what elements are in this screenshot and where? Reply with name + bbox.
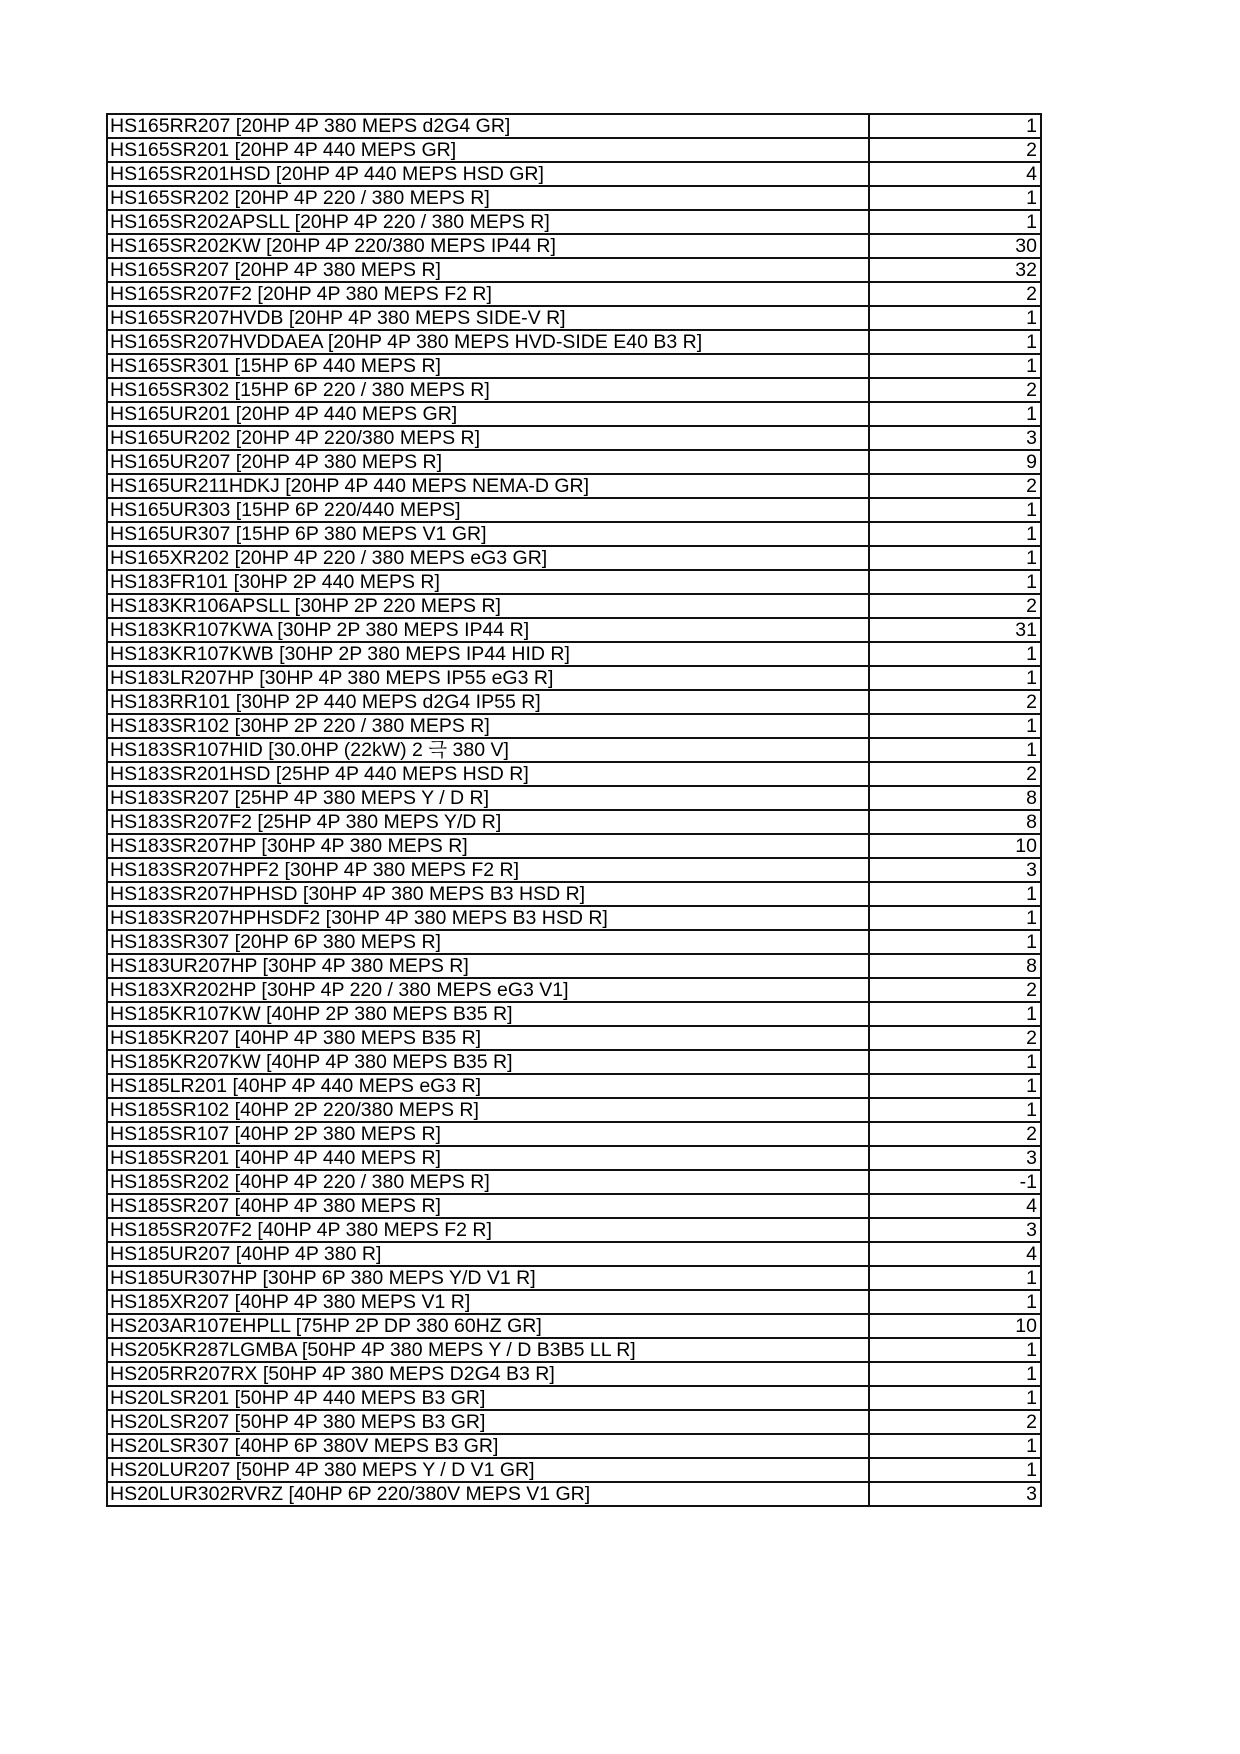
item-quantity-cell: 9 — [869, 450, 1041, 474]
table-row — [107, 930, 1041, 954]
item-description-cell: HS183KR106APSLL [30HP 2P 220 MEPS R] — [107, 594, 869, 618]
table-row — [107, 810, 1041, 834]
item-description-cell: HS185KR107KW [40HP 2P 380 MEPS B35 R] — [107, 1002, 869, 1026]
table-row — [107, 522, 1041, 546]
table-row — [107, 282, 1041, 306]
item-quantity-cell: 1 — [869, 1386, 1041, 1410]
item-description-cell: HS183XR202HP [30HP 4P 220 / 380 MEPS eG3 V1] — [107, 978, 869, 1002]
item-quantity-cell: 32 — [869, 258, 1041, 282]
item-quantity-cell: 1 — [869, 1074, 1041, 1098]
table-row — [107, 738, 1041, 762]
item-quantity-cell: 1 — [869, 738, 1041, 762]
item-quantity-cell: 1 — [869, 1002, 1041, 1026]
item-quantity-cell: 4 — [869, 1242, 1041, 1266]
table-row — [107, 402, 1041, 426]
item-description-cell: HS165RR207 [20HP 4P 380 MEPS d2G4 GR] — [107, 114, 869, 138]
item-quantity-cell: 1 — [869, 1458, 1041, 1482]
table-row — [107, 1002, 1041, 1026]
table-row — [107, 954, 1041, 978]
item-quantity-cell: 2 — [869, 282, 1041, 306]
item-description-cell: HS185KR207KW [40HP 4P 380 MEPS B35 R] — [107, 1050, 869, 1074]
item-description-cell: HS165UR207 [20HP 4P 380 MEPS R] — [107, 450, 869, 474]
item-quantity-cell: 2 — [869, 978, 1041, 1002]
table-row — [107, 1074, 1041, 1098]
item-quantity-cell: 1 — [869, 1362, 1041, 1386]
table-row — [107, 690, 1041, 714]
item-description-cell: HS185KR207 [40HP 4P 380 MEPS B35 R] — [107, 1026, 869, 1050]
table-row — [107, 1098, 1041, 1122]
table-row — [107, 210, 1041, 234]
item-quantity-cell: 2 — [869, 1122, 1041, 1146]
item-description-cell: HS205RR207RX [50HP 4P 380 MEPS D2G4 B3 R] — [107, 1362, 869, 1386]
table-row — [107, 1290, 1041, 1314]
item-description-cell: HS185SR202 [40HP 4P 220 / 380 MEPS R] — [107, 1170, 869, 1194]
item-quantity-cell: 1 — [869, 1290, 1041, 1314]
table-row — [107, 1026, 1041, 1050]
table-row — [107, 1458, 1041, 1482]
item-description-cell: HS185LR201 [40HP 4P 440 MEPS eG3 R] — [107, 1074, 869, 1098]
item-quantity-cell: 1 — [869, 1266, 1041, 1290]
item-description-cell: HS185UR307HP [30HP 6P 380 MEPS Y/D V1 R] — [107, 1266, 869, 1290]
item-description-cell: HS183SR107HID [30.0HP (22kW) 2 극 380 V] — [107, 738, 869, 762]
item-description-cell: HS185SR201 [40HP 4P 440 MEPS R] — [107, 1146, 869, 1170]
table-row — [107, 546, 1041, 570]
item-description-cell: HS185SR207F2 [40HP 4P 380 MEPS F2 R] — [107, 1218, 869, 1242]
table-row — [107, 378, 1041, 402]
table-row — [107, 234, 1041, 258]
table-row — [107, 666, 1041, 690]
table-row — [107, 114, 1041, 138]
table-row — [107, 1314, 1041, 1338]
table-row — [107, 498, 1041, 522]
item-description-cell: HS165UR201 [20HP 4P 440 MEPS GR] — [107, 402, 869, 426]
item-quantity-cell: 1 — [869, 498, 1041, 522]
table-row — [107, 186, 1041, 210]
item-quantity-cell: 3 — [869, 858, 1041, 882]
table-row — [107, 450, 1041, 474]
item-quantity-cell: -1 — [869, 1170, 1041, 1194]
item-quantity-cell: 2 — [869, 594, 1041, 618]
table-row — [107, 714, 1041, 738]
item-quantity-cell: 2 — [869, 1026, 1041, 1050]
item-description-cell: HS165SR207HVDDAEA [20HP 4P 380 MEPS HVD-SIDE E40 B3 R] — [107, 330, 869, 354]
item-quantity-cell: 1 — [869, 210, 1041, 234]
item-description-cell: HS165SR201HSD [20HP 4P 440 MEPS HSD GR] — [107, 162, 869, 186]
item-description-cell: HS205KR287LGMBA [50HP 4P 380 MEPS Y / D B3B5 LL R] — [107, 1338, 869, 1362]
item-quantity-cell: 3 — [869, 426, 1041, 450]
item-description-cell: HS165SR207 [20HP 4P 380 MEPS R] — [107, 258, 869, 282]
table-row — [107, 1266, 1041, 1290]
item-description-cell: HS183RR101 [30HP 2P 440 MEPS d2G4 IP55 R] — [107, 690, 869, 714]
table-row — [107, 642, 1041, 666]
table-row — [107, 1386, 1041, 1410]
item-quantity-cell: 1 — [869, 114, 1041, 138]
table-row — [107, 618, 1041, 642]
table-row — [107, 162, 1041, 186]
item-quantity-cell: 8 — [869, 810, 1041, 834]
item-quantity-cell: 3 — [869, 1482, 1041, 1506]
item-description-cell: HS20LSR307 [40HP 6P 380V MEPS B3 GR] — [107, 1434, 869, 1458]
item-description-cell: HS183LR207HP [30HP 4P 380 MEPS IP55 eG3 R] — [107, 666, 869, 690]
table-row — [107, 138, 1041, 162]
item-quantity-cell: 31 — [869, 618, 1041, 642]
item-quantity-cell: 1 — [869, 402, 1041, 426]
table-row — [107, 1242, 1041, 1266]
item-quantity-cell: 8 — [869, 954, 1041, 978]
item-quantity-cell: 1 — [869, 186, 1041, 210]
table-row — [107, 594, 1041, 618]
table-row — [107, 762, 1041, 786]
item-description-cell: HS20LUR302RVRZ [40HP 6P 220/380V MEPS V1 GR] — [107, 1482, 869, 1506]
table-row — [107, 1170, 1041, 1194]
item-quantity-cell: 4 — [869, 162, 1041, 186]
item-description-cell: HS183UR207HP [30HP 4P 380 MEPS R] — [107, 954, 869, 978]
item-description-cell: HS165SR301 [15HP 6P 440 MEPS R] — [107, 354, 869, 378]
item-quantity-cell: 10 — [869, 834, 1041, 858]
table-row — [107, 1338, 1041, 1362]
table-row — [107, 1050, 1041, 1074]
item-description-cell: HS183SR207HP [30HP 4P 380 MEPS R] — [107, 834, 869, 858]
item-quantity-cell: 1 — [869, 1338, 1041, 1362]
table-row — [107, 474, 1041, 498]
item-description-cell: HS183SR307 [20HP 6P 380 MEPS R] — [107, 930, 869, 954]
item-quantity-cell: 2 — [869, 378, 1041, 402]
item-description-cell: HS183KR107KWB [30HP 2P 380 MEPS IP44 HID R] — [107, 642, 869, 666]
table-row — [107, 426, 1041, 450]
item-quantity-cell: 1 — [869, 714, 1041, 738]
item-quantity-cell: 2 — [869, 762, 1041, 786]
item-quantity-cell: 1 — [869, 882, 1041, 906]
table-row — [107, 330, 1041, 354]
item-description-cell: HS165SR201 [20HP 4P 440 MEPS GR] — [107, 138, 869, 162]
table-row — [107, 978, 1041, 1002]
item-quantity-cell: 1 — [869, 306, 1041, 330]
item-quantity-cell: 3 — [869, 1218, 1041, 1242]
item-description-cell: HS183FR101 [30HP 2P 440 MEPS R] — [107, 570, 869, 594]
table-row — [107, 1410, 1041, 1434]
table-row — [107, 834, 1041, 858]
item-quantity-cell: 10 — [869, 1314, 1041, 1338]
table-row — [107, 882, 1041, 906]
item-description-cell: HS165SR202KW [20HP 4P 220/380 MEPS IP44 R] — [107, 234, 869, 258]
item-description-cell: HS185XR207 [40HP 4P 380 MEPS V1 R] — [107, 1290, 869, 1314]
item-description-cell: HS165XR202 [20HP 4P 220 / 380 MEPS eG3 GR] — [107, 546, 869, 570]
table-row — [107, 306, 1041, 330]
table-row — [107, 786, 1041, 810]
table-row — [107, 1434, 1041, 1458]
item-description-cell: HS183SR102 [30HP 2P 220 / 380 MEPS R] — [107, 714, 869, 738]
item-quantity-cell: 8 — [869, 786, 1041, 810]
table-row — [107, 1218, 1041, 1242]
item-description-cell: HS183SR207HPF2 [30HP 4P 380 MEPS F2 R] — [107, 858, 869, 882]
inventory-table — [106, 113, 1042, 1507]
item-quantity-cell: 1 — [869, 522, 1041, 546]
item-description-cell: HS165UR202 [20HP 4P 220/380 MEPS R] — [107, 426, 869, 450]
table-row — [107, 906, 1041, 930]
item-quantity-cell: 1 — [869, 906, 1041, 930]
item-description-cell: HS185SR107 [40HP 2P 380 MEPS R] — [107, 1122, 869, 1146]
table-row — [107, 1122, 1041, 1146]
item-quantity-cell: 1 — [869, 354, 1041, 378]
item-quantity-cell: 4 — [869, 1194, 1041, 1218]
item-description-cell: HS185SR207 [40HP 4P 380 MEPS R] — [107, 1194, 869, 1218]
item-quantity-cell: 1 — [869, 330, 1041, 354]
item-description-cell: HS183KR107KWA [30HP 2P 380 MEPS IP44 R] — [107, 618, 869, 642]
table-row — [107, 1194, 1041, 1218]
item-quantity-cell: 1 — [869, 1434, 1041, 1458]
table-row — [107, 1146, 1041, 1170]
item-quantity-cell: 1 — [869, 570, 1041, 594]
item-quantity-cell: 2 — [869, 1410, 1041, 1434]
item-description-cell: HS165UR307 [15HP 6P 380 MEPS V1 GR] — [107, 522, 869, 546]
item-description-cell: HS165SR302 [15HP 6P 220 / 380 MEPS R] — [107, 378, 869, 402]
table-row — [107, 858, 1041, 882]
item-description-cell: HS20LSR207 [50HP 4P 380 MEPS B3 GR] — [107, 1410, 869, 1434]
item-description-cell: HS165UR303 [15HP 6P 220/440 MEPS] — [107, 498, 869, 522]
inventory-table-body — [107, 114, 1041, 1506]
table-row — [107, 1362, 1041, 1386]
item-quantity-cell: 30 — [869, 234, 1041, 258]
item-description-cell: HS165SR202APSLL [20HP 4P 220 / 380 MEPS R] — [107, 210, 869, 234]
item-description-cell: HS185SR102 [40HP 2P 220/380 MEPS R] — [107, 1098, 869, 1122]
item-quantity-cell: 3 — [869, 1146, 1041, 1170]
item-description-cell: HS20LUR207 [50HP 4P 380 MEPS Y / D V1 GR] — [107, 1458, 869, 1482]
item-description-cell: HS165UR211HDKJ [20HP 4P 440 MEPS NEMA-D GR] — [107, 474, 869, 498]
item-quantity-cell: 1 — [869, 666, 1041, 690]
item-quantity-cell: 2 — [869, 690, 1041, 714]
item-description-cell: HS165SR207HVDB [20HP 4P 380 MEPS SIDE-V R] — [107, 306, 869, 330]
item-description-cell: HS20LSR201 [50HP 4P 440 MEPS B3 GR] — [107, 1386, 869, 1410]
table-row — [107, 1482, 1041, 1506]
item-quantity-cell: 2 — [869, 474, 1041, 498]
table-row — [107, 354, 1041, 378]
item-description-cell: HS183SR207HPHSDF2 [30HP 4P 380 MEPS B3 HSD R] — [107, 906, 869, 930]
item-description-cell: HS183SR207 [25HP 4P 380 MEPS Y / D R] — [107, 786, 869, 810]
item-description-cell: HS183SR201HSD [25HP 4P 440 MEPS HSD R] — [107, 762, 869, 786]
item-quantity-cell: 1 — [869, 1050, 1041, 1074]
item-description-cell: HS185UR207 [40HP 4P 380 R] — [107, 1242, 869, 1266]
table-row — [107, 570, 1041, 594]
item-description-cell: HS183SR207F2 [25HP 4P 380 MEPS Y/D R] — [107, 810, 869, 834]
item-quantity-cell: 1 — [869, 1098, 1041, 1122]
item-description-cell: HS165SR207F2 [20HP 4P 380 MEPS F2 R] — [107, 282, 869, 306]
item-quantity-cell: 2 — [869, 138, 1041, 162]
item-quantity-cell: 1 — [869, 546, 1041, 570]
table-row — [107, 258, 1041, 282]
item-description-cell: HS203AR107EHPLL [75HP 2P DP 380 60HZ GR] — [107, 1314, 869, 1338]
item-description-cell: HS165SR202 [20HP 4P 220 / 380 MEPS R] — [107, 186, 869, 210]
item-quantity-cell: 1 — [869, 930, 1041, 954]
item-quantity-cell: 1 — [869, 642, 1041, 666]
item-description-cell: HS183SR207HPHSD [30HP 4P 380 MEPS B3 HSD R] — [107, 882, 869, 906]
